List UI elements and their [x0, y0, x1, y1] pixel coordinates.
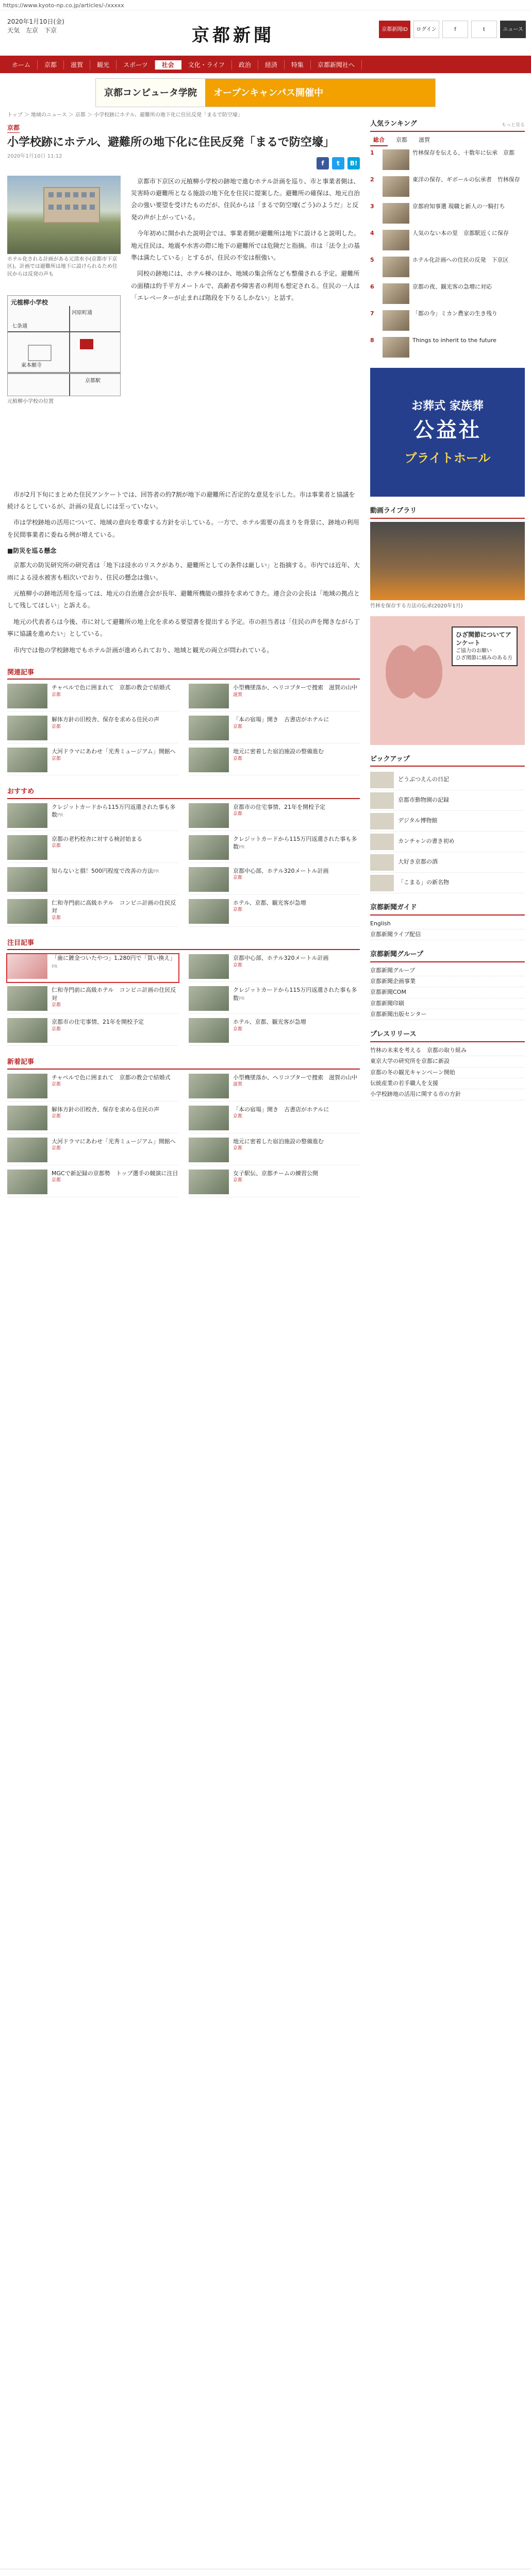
pickup-header: ピックアップ — [370, 754, 525, 767]
related-card[interactable]: チャペルで色に囲まれて 京都の教会で結婚式 京都 — [7, 684, 178, 711]
map-title: 元植柳小学校 — [11, 298, 48, 306]
map-label-street: 河原町通 — [72, 310, 92, 316]
related-card[interactable]: 大河ドラマにあわせ「光秀ミュージアム」開館へ 京都 — [7, 748, 178, 775]
weather-text[interactable]: 天気 左京 下京 — [7, 26, 57, 34]
footer-logo[interactable] — [0, 2569, 531, 2576]
date-text: 2020年1月10日(金) — [7, 18, 64, 25]
banner-open-campus: オープンキャンパス開催中 — [205, 79, 435, 107]
related-title: 関連記事 — [7, 668, 360, 680]
related-card[interactable]: 地元に密着した宿泊施設の整備進む 京都 — [189, 748, 360, 775]
nav-shiga[interactable]: 滋賀 — [64, 60, 90, 70]
ranking-header — [370, 119, 525, 132]
paragraph: 同校の跡地には、ホテル棟のほか、地域の集会所なども整備される予定。避難所の面積は約千平方メートルで、高齢者や障害者の利用も想定される。住民の一人は「エレベーターが止まれば階段を下りるしかない」と話す。 — [131, 270, 360, 302]
map-label-temple: 東本願寺 — [21, 362, 42, 368]
tab-all[interactable]: 総合 — [370, 135, 388, 147]
related-section — [7, 668, 360, 776]
recommend-card[interactable]: クレジットカードから115万円返還された事も多数PR — [7, 803, 178, 831]
ranking-item[interactable]: 2 東洋の保存、ギボールの伝承者 竹林保存 — [370, 176, 525, 200]
recommend-card[interactable]: 京都の老朽校舎に対する検討始まる 京都 — [7, 835, 178, 863]
ranking-title: 人気ランキング — [370, 120, 417, 128]
article-photo[interactable] — [7, 176, 121, 254]
press-header: プレスリリース — [370, 1029, 525, 1042]
press-link[interactable]: 京都の冬の観光キャンペーン開始 — [370, 1067, 525, 1078]
latest-card[interactable]: 地元に密着した宿泊施設の整備進む 京都 — [189, 1138, 360, 1165]
nav-kyoto[interactable]: 京都 — [38, 60, 64, 70]
group-link[interactable]: 京都新聞出版センター — [370, 1009, 525, 1020]
facebook-share-icon[interactable]: f — [317, 157, 329, 170]
map-label-road: 七条通 — [12, 323, 27, 329]
map-caption: 元植柳小学校の位置 — [7, 398, 54, 404]
paragraph: 市内では他の学校跡地でもホテル計画が進められており、地域と観光の両立が問われている。 — [13, 646, 273, 654]
pickup-item[interactable]: 大好き京都の酒 — [370, 852, 525, 873]
related-card[interactable]: 小型機墜落か、ヘリコプターで捜索 滋賀の山中 滋賀 — [189, 684, 360, 711]
latest-section — [7, 1057, 360, 1197]
ranking-item[interactable]: 8 Things to inherit to the future — [370, 337, 525, 361]
press-link[interactable]: 東京大学の研究所を京都に新設 — [370, 1056, 525, 1067]
sidebar — [370, 119, 525, 1100]
nav-company[interactable]: 京都新聞社へ — [311, 60, 362, 70]
video-thumbnail[interactable] — [370, 522, 525, 600]
ranking-item[interactable]: 3 京都府知事選 現職と新人の一騎打ち — [370, 203, 525, 227]
photo-caption: ホテル化される計画がある元清水小(京都市下京区)。計画では避難所は地下に設けられるため住民からは反発の声も — [7, 256, 118, 277]
login-button[interactable]: ログイン — [413, 21, 439, 38]
funeral-ad[interactable]: お葬式 家族葬 公益社 ブライトホール — [370, 368, 525, 497]
video-header: 動画ライブラリ — [370, 506, 525, 519]
top-banner-ad[interactable] — [95, 78, 436, 107]
nav-feature[interactable]: 特集 — [285, 60, 311, 70]
pickup-item[interactable]: カンチャンの書き初め — [370, 832, 525, 852]
facebook-icon[interactable]: f — [442, 21, 468, 38]
group-link[interactable]: 京都新聞COM — [370, 987, 525, 998]
guide-link[interactable]: 京都新聞ライブ配信 — [370, 929, 525, 940]
map-label-station: 京都駅 — [85, 378, 101, 384]
group-link[interactable]: 京都新聞企画事業 — [370, 976, 525, 987]
paragraph: 元植柳小の跡地活用を巡っては、地元の自治連合会が長年、避難所機能の維持を求めてきた。連合会の会長は「地域の拠点として残してほしい」と訴える。 — [7, 590, 360, 609]
paragraph: 京都市下京区の元植柳小学校の跡地で進むホテル計画を巡り、市と事業者側は、災害時の避難所となる施設の地下化を住民に提案した。避難所の確保は、地元自治会の強い要望を受けたものだが、住民からは「まるで防空壕(ごう)のようだ」と反発の声が上がっている。 — [131, 177, 360, 221]
article-title: 小学校跡にホテル、避難所の地下化に住民反発「まるで防空壕」 — [7, 136, 335, 149]
paragraph: 京都大の防災研究所の研究者は「地下は浸水のリスクがあり、避難所としての条件は厳しい」と指摘する。市内では近年、大雨による浸水被害も相次いでおり、住民の懸念は強い。 — [7, 562, 360, 581]
recommend-card[interactable]: 知らないと損！500円程度で改善の方法PR — [7, 867, 178, 895]
notice-card[interactable]: ホテル、京都、観光客が急増 京都 — [189, 1018, 360, 1046]
latest-card[interactable]: 大河ドラマにあわせ「光秀ミュージアム」開館へ 京都 — [7, 1138, 178, 1165]
guide-link[interactable]: English — [370, 919, 525, 929]
recommend-title: おすすめ — [7, 787, 360, 799]
related-card[interactable]: 解体方針の旧校舎、保存を求める住民の声 京都 — [7, 716, 178, 743]
group-link[interactable]: 京都新聞印刷 — [370, 998, 525, 1009]
article-date: 2020年1月10日 11:12 — [7, 153, 62, 159]
banner-school: 京都コンピュータ学院 — [104, 87, 197, 98]
header-buttons — [379, 21, 526, 38]
location-map — [7, 295, 121, 396]
recommend-card[interactable]: ホテル、京都、観光客が急増 京都 — [189, 899, 360, 927]
tab-kyoto[interactable]: 京都 — [396, 136, 407, 143]
tab-shiga[interactable]: 滋賀 — [419, 136, 430, 143]
notice-card[interactable]: 仁和寺門前に高級ホテル コンビニ計画の住民反対 京都 — [7, 986, 178, 1014]
article-category[interactable]: 京都 — [7, 123, 20, 133]
ranking-item[interactable]: 5 ホテル化計画への住民の反発 下京区 — [370, 257, 525, 280]
related-card[interactable]: 「本の宿場」開き 古書店がホテルに 京都 — [189, 716, 360, 743]
press-list — [370, 1045, 525, 1100]
notice-card[interactable]: 京都市の住宅事情、21年を開校予定 京都 — [7, 1018, 178, 1046]
video-caption[interactable]: 竹林を保存する方法の伝承(2020年1月) — [370, 603, 463, 609]
paragraph: 地元の代表者らは今後、市に対して避難所の地上化を求める要望書を提出する予定。市の担当者は「住民の声を聞きながら丁寧に協議を進めたい」としている。 — [7, 618, 360, 638]
recommend-card[interactable]: クレジットカードから115万円返還された事も多数PR — [189, 835, 360, 863]
press-link[interactable]: 伝統産業の若手職人を支援 — [370, 1078, 525, 1089]
twitter-share-icon[interactable]: t — [332, 157, 344, 170]
ranking-item[interactable]: 1 竹林保存を伝える、十数年に伝承 京都 — [370, 149, 525, 173]
article-body-top — [131, 176, 360, 304]
press-link[interactable]: 小学校跡地の活用に関する市の方針 — [370, 1089, 525, 1100]
article-subheading: ■防災を巡る懸念 — [7, 547, 57, 555]
paragraph: 今年初めに開かれた説明会では、事業者側が避難所は地下に設けると説明した。地元住民は、地震や水害の際に地下の避難所では危険だと指摘。市は「法令上の基準は満たしている」とするが、住民の不安は根強い。 — [131, 230, 360, 262]
recommend-card[interactable]: 京都中心部、ホテル320メートル計画 京都 — [189, 867, 360, 895]
latest-card[interactable]: 「本の宿場」開き 古書店がホテルに 京都 — [189, 1106, 360, 1133]
main-column — [7, 119, 360, 1197]
survey-ad[interactable]: ひざ関節についてアンケート ご協力のお願い ひざ関節に痛みのある方 — [370, 616, 525, 745]
pickup-item[interactable]: どうぶつえんの日記 — [370, 770, 525, 790]
guide-header: 京都新聞ガイド — [370, 903, 525, 916]
twitter-icon[interactable]: t — [471, 21, 497, 38]
notice-ad-card[interactable]: 「歯に鍍金ついたやつ」1,280円で「買い換え」PR — [7, 954, 178, 982]
ranking-item[interactable]: 4 人気のない本の里 京都駅近くに保存 — [370, 230, 525, 253]
notice-title: 注目記事 — [7, 938, 360, 951]
latest-card[interactable]: 小型機墜落か、ヘリコプターで捜索 滋賀の山中 滋賀 — [189, 1074, 360, 1101]
group-list — [370, 965, 525, 1021]
guide-list — [370, 919, 525, 941]
recommend-card[interactable]: 仁和寺門前に高級ホテル コンビニ計画の住民反対 京都 — [7, 899, 178, 927]
hatena-share-icon[interactable]: B! — [347, 157, 360, 170]
nav-politics[interactable]: 政治 — [232, 60, 258, 70]
recommend-card[interactable]: 京都市の住宅事情、21年を開校予定 京都 — [189, 803, 360, 831]
nav-economy[interactable]: 経済 — [258, 60, 285, 70]
ranking-tabs — [370, 135, 525, 147]
notice-card[interactable]: 京都中心部、ホテル320メートル計画 京都 — [189, 954, 360, 982]
ranking-item[interactable]: 7 「都の今」ミカン農家の生き残り — [370, 310, 525, 334]
site-footer — [0, 2555, 531, 2576]
news-button[interactable]: ニュース — [500, 21, 526, 38]
site-logo[interactable]: 京都新聞 — [192, 25, 274, 46]
notice-card[interactable]: クレジットカードから115万円返還された事も多数PR — [189, 986, 360, 1014]
nav-culture[interactable]: 文化・ライフ — [181, 60, 232, 70]
site-header — [0, 10, 531, 57]
notice-section — [7, 938, 360, 1046]
pickup-item[interactable]: 「こまる」の新名物 — [370, 873, 525, 893]
latest-card[interactable]: 女子駅伝、京都チームの練習公開 京都 — [189, 1170, 360, 1197]
paragraph: 市が2月下旬にまとめた住民アンケートでは、回答者の約7割が地下の避難所に否定的な意見を示した。市は事業者と協議を続けるとしているが、計画の見直しには至っていない。 — [7, 490, 355, 511]
recommend-section — [7, 787, 360, 927]
url-bar[interactable]: https://www.kyoto-np.co.jp/articles/-/xxxxx — [0, 0, 531, 10]
group-link[interactable]: 京都新聞グループ — [370, 965, 525, 976]
nav-sports[interactable]: スポーツ — [117, 60, 155, 70]
nav-kanko[interactable]: 観光 — [90, 60, 117, 70]
latest-card[interactable]: 解体方針の旧校舎、保存を求める住民の声 京都 — [7, 1106, 178, 1133]
id-button[interactable]: 京都新聞ID — [379, 21, 410, 38]
pickup-item[interactable]: 京都市動物園の記録 — [370, 790, 525, 811]
nav-shakai[interactable]: 社会 — [155, 60, 181, 70]
nav-home[interactable]: ホーム — [5, 60, 38, 70]
press-link[interactable]: 竹林の未来を考える 京都の取り組み — [370, 1045, 525, 1056]
ranking-item[interactable]: 6 京都の夜、観光客の急増に対応 — [370, 283, 525, 307]
ranking-more-link[interactable]: もっと見る — [501, 123, 525, 128]
header-date — [7, 18, 64, 35]
latest-card[interactable]: MGCで新記録の京都勢 トップ選手の競演に注目 京都 — [7, 1170, 178, 1197]
latest-title: 新着記事 — [7, 1057, 360, 1070]
latest-card[interactable]: チャペルで色に囲まれて 京都の教会で結婚式 京都 — [7, 1074, 178, 1101]
breadcrumb[interactable]: トップ ＞ 地域のニュース ＞ 京都 ＞ 小学校跡にホテル、避難所の地下化に住民反発「まるで防空壕」 — [7, 112, 243, 118]
main-nav — [0, 57, 531, 73]
paragraph: 市は学校跡地の活用について、地域の意向を尊重する方針を示している。一方で、ホテル需要の高まりを背景に、跡地の利用を民間事業者に委ねる例が増えている。 — [7, 519, 359, 538]
group-header: 京都新聞グループ — [370, 950, 525, 962]
pickup-item[interactable]: デジタル博物館 — [370, 811, 525, 832]
